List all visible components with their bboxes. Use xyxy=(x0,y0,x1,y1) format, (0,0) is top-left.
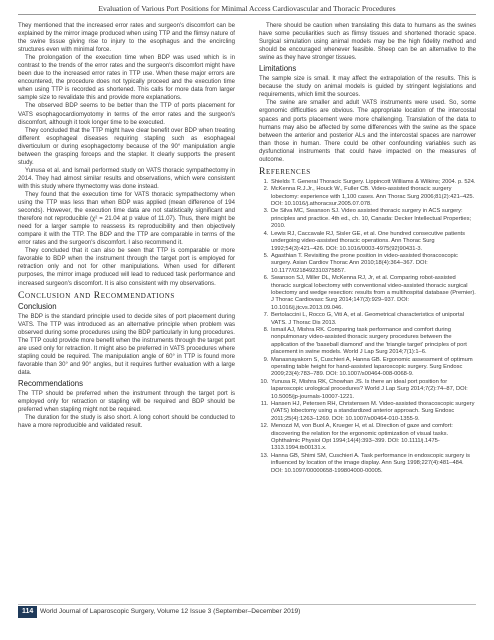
header-divider xyxy=(18,14,476,15)
reference-item: 4. Lewis RJ, Caccavale RJ, Sisler GE, et al. One hundred consecutive patients undergoing video-assisted thoracic operations. Ann Thorac Surg 1992;54(3):421–426. DOI: 10.1016/0003-4975(92)90431-3. xyxy=(270,231,476,253)
reference-item: 7. Bertolaccini L, Rocco G, Viti A, et al. Geometrical characteristics of uniportal VATS. J Thorac Dis 2013. xyxy=(270,312,476,327)
journal-citation: World Journal of Laparoscopic Surgery, Volume 12 Issue 3 (September–December 2019) xyxy=(40,608,301,615)
recommendation-paragraph: The duration for the study is also short. A long cohort should be conducted to have a more reproducible and validated result. xyxy=(18,415,235,430)
left-column xyxy=(18,22,235,430)
recommendation-paragraph: The TTP should be preferred when the instrument through the target port is employed only for retraction or stapling will be required and BDP should be preferred when stapling might not be required. xyxy=(18,391,235,414)
reference-item: 13. Hanna GB, Shimi SM, Cuschieri A. Task performance in endoscopic surgery is influenced by location of the image display. Ann Surg 1998;227(4):481–484. DOI: 10.1097/00000658-199804000-00005. xyxy=(270,453,476,475)
section-heading-references: References xyxy=(259,165,311,177)
reference-item: 8. Ismail AJ, Mishra RK. Comparing task performance and comfort during nonpulmonary video-assisted thoracic surgery procedures between the application of the 'baseball diamond' and the 'triangle target' principles of port placement in swine models. World J Lap Surg 2014;7(1):1–6. xyxy=(270,327,476,357)
subheading-recommendations: Recommendations xyxy=(18,379,84,389)
reference-item: 12. Menozzi M, von Buol A, Krueger H, et al. Direction of gaze and comfort: discovering the relation for the ergonomic optimization of visual tasks. Ophthalmic Physiol Opt 1994;14(4):393–399. DOI: 10.1111/j.1475-1313.1994.tb00131.x. xyxy=(270,423,476,453)
body-paragraph: Yunusa et al. and Ismail performed study on VATS thoracic sympathectomy in 2014. They had almost similar results and observations, which were consistent with this study where thymectomy was done instead. xyxy=(18,167,235,190)
body-paragraph: They concluded that the TTP might have clear benefit over BDP when treating different esophageal diseases requiring stapling such as esophageal diverticulum or during esophagectomy because of the 90° manipulation angle between the grasping forceps and the stapler. It clearly supports the present study. xyxy=(18,127,235,166)
body-paragraph: The observed BDP seems to be better than the TTP of ports placement for VATS esophagocardiomyotomy in terms of the error rates and the surgeon's discomfort, although it took longer time to be executed. xyxy=(18,103,235,126)
subheading-conclusion: Conclusion xyxy=(18,301,57,311)
section-heading-conclusions: Conclusion and Recommendations xyxy=(18,289,175,301)
reference-item: 1. Shields T. General Thoracic Surgery. Lippincott Williams & Wilkins; 2004. p. 524. xyxy=(270,179,476,186)
reference-item: 9. Manasnayakorn S, Cuschieri A, Hanna GB. Ergonomic assessment of optimum operating table height for hand-assisted laparoscopic surgery. Surg Endosc 2009;23(4):783–789. DOI: 10.1007/s00464-008-0068-9. xyxy=(270,357,476,379)
running-title: Evaluation of Various Port Positions for Minimal Access Cardiovascular and Thoracic Procedures xyxy=(98,4,396,13)
reference-item: 5. Agasthian T. Revisiting the prone position in video-assisted thoracoscopic surgery. Asian Cardiov Thorac Ann 2010;18(4):364–367. DOI: 10.1177/0218492310375857. xyxy=(270,253,476,275)
reference-item: 10. Yunusa R, Mishra RK, Chowhan JS. Is there an ideal port position for laparoscopic urological procedures? World J Lap Surg 2014;7(2):74–87, DOI: 10.5005/jp-journals-10007-1221. xyxy=(270,379,476,401)
body-paragraph: They mentioned that the increased error rates and surgeon's discomfort can be explained by the mirror image produced when using TTP and the flimsy nature of the swine tissue giving rise to injury to the esophagus and the encircling structures even with minimal force. xyxy=(18,23,235,54)
limitations-paragraph: The swine are smaller and adult VATS instruments were used. So, some ergonomic difficulties are obvious. The appropriate location of the intercostal spaces and ports placement were more challenging. Translation of the data to humans may also be affected by some differences with the swine as the space between the anterior and posterior ALs and the intercostal spaces are narrower than those in human. There could be other confounding variables such as dysfunctional instruments that could have impacted on the measures of outcome. xyxy=(259,100,476,163)
page-number: 114 xyxy=(18,606,37,618)
conclusion-paragraph: The BDP is the standard principle used to decide sites of port placement during VATS. The TTP was introduced as an alternative principle when problem was observed during some procedures using the BDP particularly in lung procedures. The TTP could provide more benefit when the instruments through the target port are used only for retraction. It might also be preferred in VATS procedures where stapling could be required. The manipulation angle of 60° in TTP is found more favorable than 30° and 90° angles, but it requires further evaluation with a large data. xyxy=(18,313,235,376)
reference-item: 3. De Silva MC, Swanson SJ. Video assisted thoracic surgery in ACS surgery: principles and practice. 4th ed., ch. 10, Canada: Decker Intellectual Properties; 2010. xyxy=(270,208,476,230)
limitations-paragraph: The sample size is small. It may affect the extrapolation of the results. This is because the study on animal models is guided by stringent legislations and requirements, which limit the sources. xyxy=(259,76,476,99)
right-column xyxy=(259,22,476,475)
reference-item: 2. McKenna R.J.Jr., Houck W., Fuller CB. Video-assisted thoracic surgery lobectomy: experience with 1,100 cases. Ann Thorac Surg 2006;81(2):421–425. DOI: 10.1016/j.athoracsur.2005.07.078. xyxy=(270,186,476,208)
subheading-limitations: Limitations xyxy=(259,64,297,74)
footer-divider xyxy=(18,604,476,605)
body-paragraph: The prolongation of the execution time when BDP was used which is in contrast to the trends of the error rates and the surgeon's discomfort might have been due to the increased error rates in TTP use. When these major errors are encountered, the procedure does not typically proceed and the execution time when using TTP is recorded as shortened. This calls for more data from larger sample size to revalidate this and provide more explanations. xyxy=(18,55,235,102)
body-paragraph: They found that the execution time for VATS thoracic sympathectomy when using the TTP was less than when BDP was applied (mean difference of 194 seconds). However, the execution time data are not statistically significant and therefore not reproducible (χ² = 21.04 at p value of 11.07). Thus, there might be need for a larger sample to reassess its reproducibility and then objectively compare it with the TTP. The BDP and the TTP are comparable in terms of the error rates and the surgeon's discomfort. I also recommend it. xyxy=(18,191,235,247)
reference-list xyxy=(259,179,476,475)
body-paragraph: There should be caution when translating this data to humans as the swines have some peculiarities such as flimsy tissues and shortened thoracic space. Surgical simulation using animal models may be the high fidelity method and should be encouraged whenever feasible. Sheep can be an alternative to the swine as they have stronger tissues. xyxy=(259,23,476,62)
reference-item: 11. Hansen HJ, Petersen RH, Christensen M. Video-assisted thoracoscopic surgery (VATS) lobectomy using a standardized anterior approach. Surg Endosc 2011;25(4):1263–1269. DOI: 10.1007/s00464-010-1355-9. xyxy=(270,401,476,423)
reference-item: 6. Swanson SJ, Miller DL, McKenna RJ, Jr, et al. Comparing robot-assisted thoracic surgical lobectomy with conventional video-assisted thoracic surgical lobectomy and wedge resection: results from a multihospital database (Premier). J Thorac Cardiovasc Surg 2014;147(3):929–937. DOI: 10.1016/j.jtcvs.2013.09.046. xyxy=(270,275,476,312)
body-paragraph: They concluded that it can also be seen that TTP is comparable or more favorable to BDP when the instrument through the target port is employed for retraction only and not for other manipulations. When used for different purposes, the mirror image produced will lead to reduced task performance and increased surgeon's discomfort. It is also consistent with my observations. xyxy=(18,248,235,287)
